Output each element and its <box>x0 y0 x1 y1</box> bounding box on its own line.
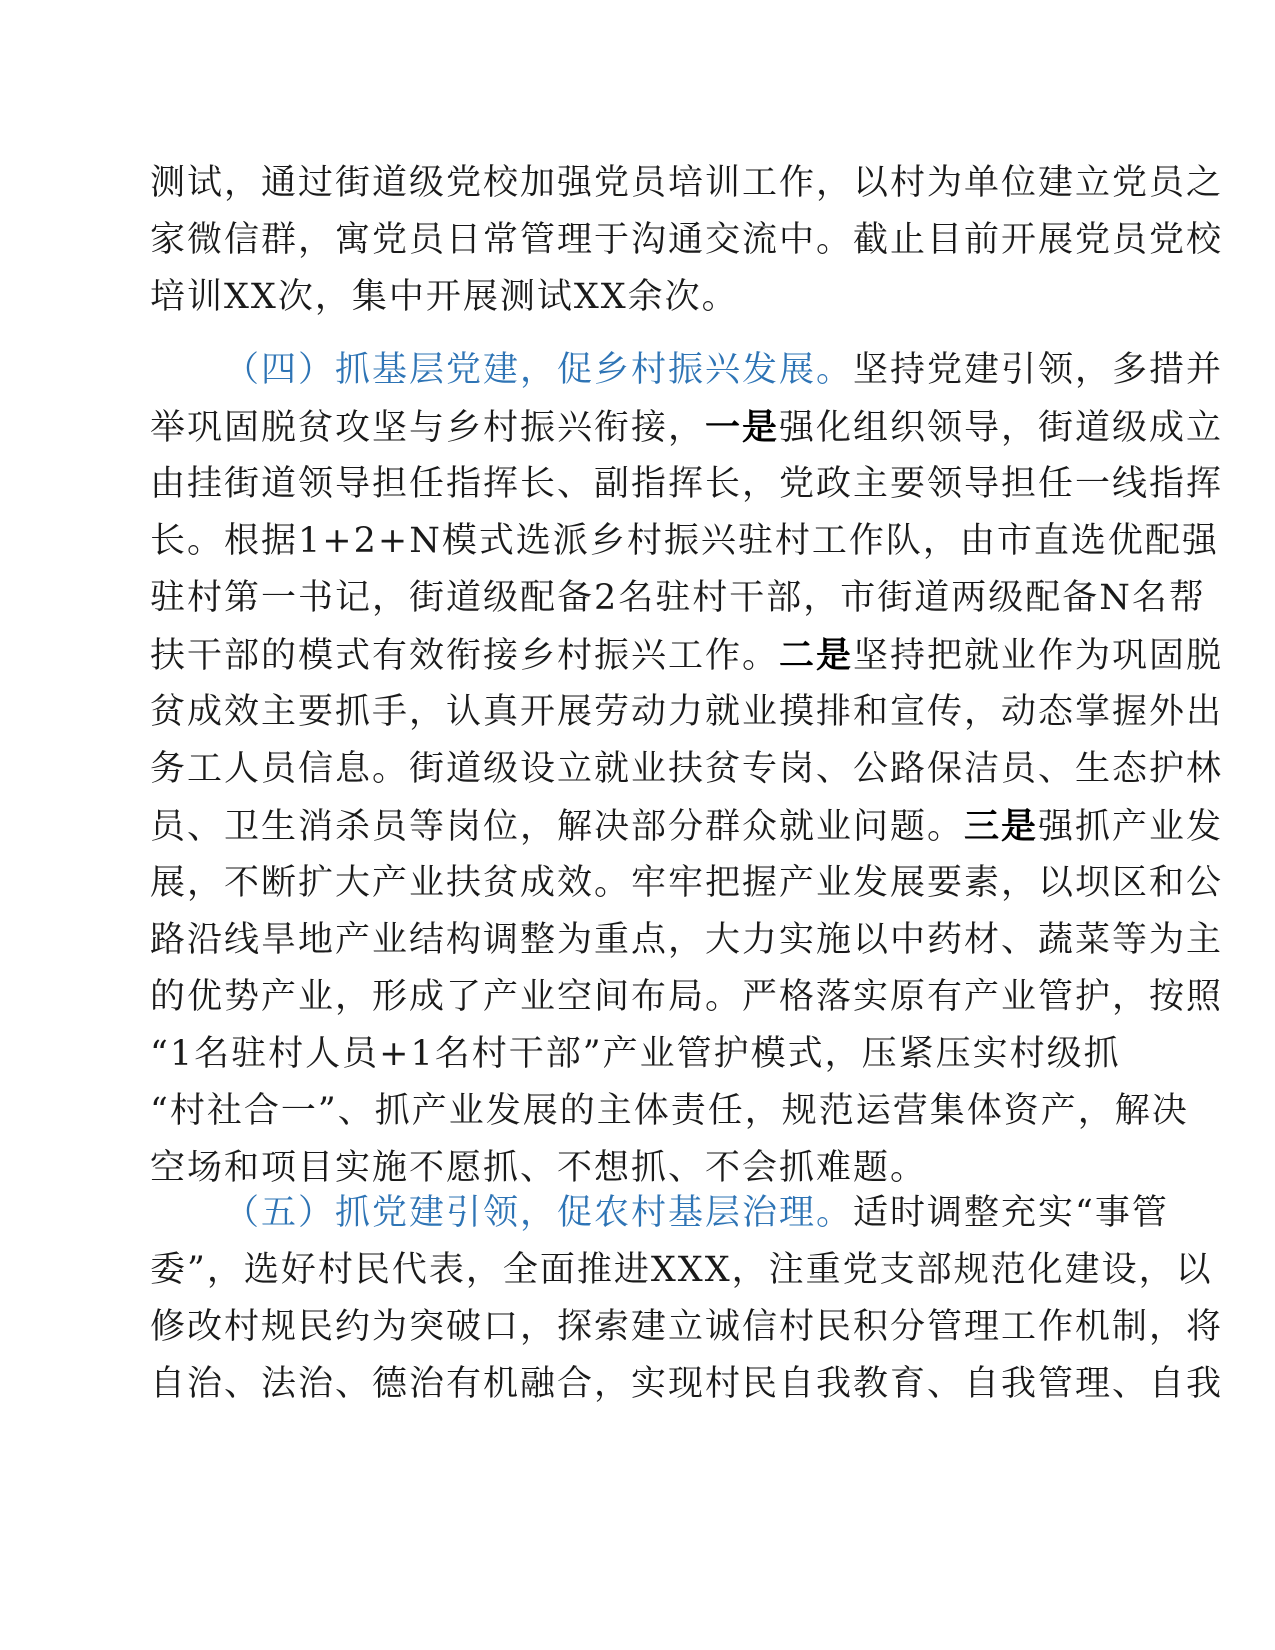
text-line: 举巩固脱贫攻坚与乡村振兴衔接，一是强化组织领导，街道级成立 <box>150 407 1224 448</box>
text-line: “村社合一”、抓产业发展的主体责任，规范运营集体资产，解决 <box>150 1091 1189 1131</box>
text-line: 家微信群，寓党员日常管理于沟通交流中。截止目前开展党员党校 <box>150 220 1224 260</box>
paragraph-2 <box>150 342 1224 1197</box>
paragraph-3 <box>150 1185 1224 1413</box>
text-line: “1名驻村人员+1名村干部”产业管护模式，压紧压实村级抓 <box>150 1034 1121 1074</box>
text-line: 扶干部的模式有效衔接乡村振兴工作。二是坚持把就业作为巩固脱 <box>150 635 1224 676</box>
text-line: 路沿线旱地产业结构调整为重点，大力实施以中药材、蔬菜等为主 <box>150 920 1224 960</box>
text-line: 测试，通过街道级党校加强党员培训工作，以村为单位建立党员之 <box>150 163 1224 203</box>
text-line: 务工人员信息。街道级设立就业扶贫专岗、公路保洁员、生态护林 <box>150 749 1224 789</box>
text-line: 长。根据1+2+N模式选派乡村振兴驻村工作队，由市直选优配强 <box>150 521 1219 561</box>
text-line: 驻村第一书记，街道级配备2名驻村干部，市街道两级配备N名帮 <box>150 578 1206 618</box>
text-line: 的优势产业，形成了产业空间布局。严格落实原有产业管护，按照 <box>150 977 1224 1017</box>
text-line: 空场和项目实施不愿抓、不想抓、不会抓难题。 <box>150 1148 928 1188</box>
paragraph-1 <box>150 155 1224 326</box>
section-heading: （四）抓基层党建，促乡村振兴发展。 <box>224 350 854 390</box>
section-heading: （五）抓党建引领，促农村基层治理。 <box>224 1193 854 1233</box>
text-line: （五）抓党建引领，促农村基层治理。适时调整充实“事管 <box>224 1193 1169 1233</box>
text-line: 委”，选好村民代表，全面推进XXX，注重党支部规范化建设，以 <box>150 1250 1213 1290</box>
text-line: 培训XX次，集中开展测试XX余次。 <box>150 277 739 317</box>
text-line: 自治、法治、德治有机融合，实现村民自我教育、自我管理、自我 <box>150 1364 1224 1404</box>
text-line: 展，不断扩大产业扶贫成效。牢牢把握产业发展要素，以坝区和公 <box>150 863 1224 903</box>
emphasis: 一是 <box>705 407 780 448</box>
text-line: 修改村规民约为突破口，探索建立诚信村民积分管理工作机制，将 <box>150 1307 1224 1347</box>
emphasis: 二是 <box>779 635 854 676</box>
text-line: （四）抓基层党建，促乡村振兴发展。坚持党建引领，多措并 <box>224 350 1224 390</box>
text-line: 由挂街道领导担任指挥长、副指挥长，党政主要领导担任一线指挥 <box>150 464 1224 504</box>
text-line: 员、卫生消杀员等岗位，解决部分群众就业问题。三是强抓产业发 <box>150 806 1224 847</box>
text-line: 贫成效主要抓手，认真开展劳动力就业摸排和宣传，动态掌握外出 <box>150 692 1224 732</box>
emphasis: 三是 <box>964 806 1039 847</box>
